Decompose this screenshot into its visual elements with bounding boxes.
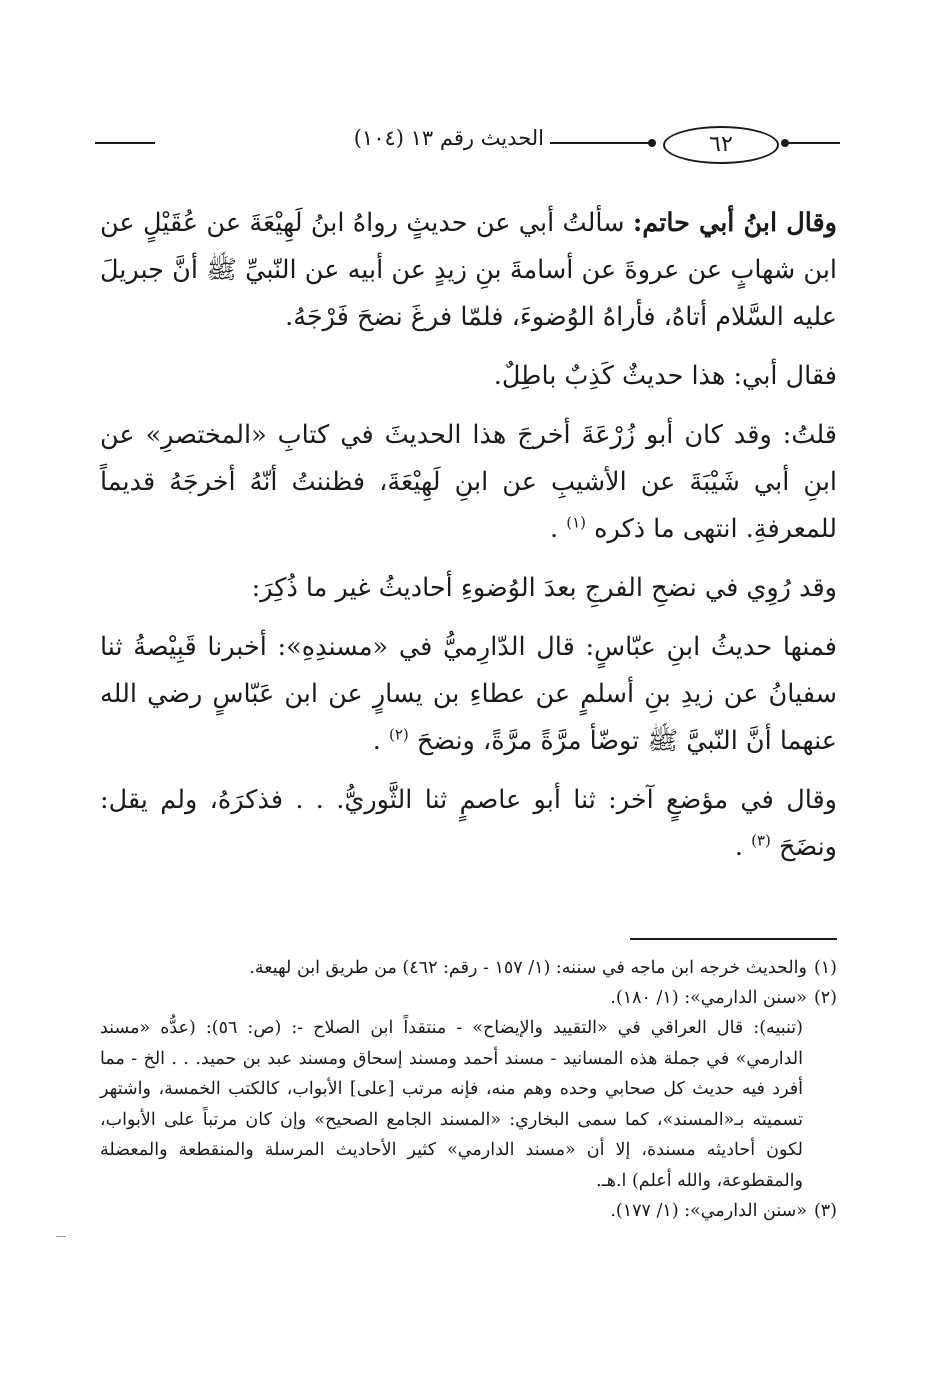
paragraph-1 (100, 200, 837, 341)
footnote-2-note: (تنبيه): قال العراقي في «التقييد والإيضاح» - منتقداً ابن الصلاح -: (ص: ٥٦): (عدُّه «مسند الدارمي» في جملة هذه المسانيد - مسند أحمد ومسند إسحاق ومسند عبد بن حميد. . . الخ - مما أفرد فيه حديث كل صحابي وحده وهم منه، فإنه مرتب [على] الأبواب، كالكتب الخمسة، واشتهر تسميته بـ«المسند»، كما سمى البخاري: «المسند الجامع الصحيح» وإن كان مرتباً على الأبواب، لكون أحاديثه مسندة، إلا أن «مسند الدارمي» كثير الأحاديث المرسلة والمنقطعة والمعضلة والمقطوعة، والله أعلم) ا.هـ. (100, 1018, 803, 1191)
main-text (100, 200, 837, 883)
paragraph-5-text: فمنها حديثُ ابنِ عبّاسٍ: قال الدّارِميُّ في «مسندِهِ»: أخبرنا قَبِيْصةُ ثنا سفيانُ عن زيدِ بنِ أسلمٍ عن عطاءِ بن يسارٍ عن ابن عَبّاسٍ رضي الله عنهما أنَّ النّبيَّ ﷺ توضّأ مرَّةً مرَّةً، ونضحَ (100, 632, 837, 756)
footnote-1-number: (١) (813, 958, 837, 978)
header-rule-right (789, 142, 840, 144)
paragraph-4: وقد رُوِي في نضحِ الفرجِ بعدَ الوُضوءِ أحاديثُ غير ما ذُكِرَ: (251, 573, 837, 603)
footnote-1 (100, 953, 837, 983)
footnote-2-text: «سنن الدارمي»: (١/ ١٨٠). (610, 988, 807, 1008)
header-dot-right (781, 139, 789, 147)
footnote-ref-2[interactable]: (٢) (388, 725, 409, 744)
paragraph-6 (100, 777, 837, 871)
footnote-2-number: (٢) (813, 988, 837, 1008)
footnote-2 (100, 983, 837, 1013)
paragraph-3-end: . (550, 514, 559, 544)
paragraph-1-text: سألتُ أبي عن حديثٍ رواهُ ابنُ لَهِيْعَةَ عن عُقَيْلٍ عن ابن شهابٍ عن عروةَ عن أسامةَ بنِ زيدٍ عن أبيه عن النّبيِّ ﷺ أنَّ جبريلَ عليه السَّلام أتاهُ، فأراهُ الوُضوءَ، فلمّا فرغَ نضحَ فَرْجَهُ. (100, 208, 837, 332)
footnote-1-text: والحديث خرجه ابن ماجه في سننه: (١/ ١٥٧ - رقم: ٤٦٢) من طريق ابن لهيعة. (249, 958, 807, 978)
footnote-3 (100, 1196, 837, 1226)
footnote-3-text: «سنن الدارمي»: (١/ ١٧٧). (610, 1201, 807, 1221)
margin-mark (56, 1236, 66, 1237)
paragraph-5 (100, 624, 837, 765)
footnotes (100, 953, 837, 1226)
page-number: ٦٢ (663, 126, 779, 164)
header-rule-left (95, 142, 155, 144)
paragraph-6-end: . (734, 832, 743, 862)
paragraph-5-end: . (372, 726, 381, 756)
footnote-3-number: (٣) (813, 1201, 837, 1221)
running-title: الحديث رقم ١٣ (١٠٤) (353, 126, 544, 150)
page-header (95, 118, 840, 168)
paragraph-6-text: وقال في مؤضعٍ آخر: ثنا أبو عاصمٍ ثنا الثَّوريُّ. . . فذكرَهُ، ولم يقل: ونضَحَ (100, 785, 837, 862)
header-dot-left (648, 139, 656, 147)
paragraph-3 (100, 412, 837, 553)
paragraph-2: فقال أبي: هذا حديثٌ كَذِبٌ باطِلٌ. (493, 361, 837, 391)
header-rule-middle (550, 142, 650, 144)
paragraph-3-text: قلتُ: وقد كان أبو زُرْعَةَ أخرجَ هذا الحديثَ في كتابِ «المختصرِ» عن ابنِ أبي شَيْبَةَ عن الأشيبِ عن ابنِ لَهِيْعَةَ، فظننتُ أنّهُ أخرجَهُ قديماً للمعرفةِ. انتهى ما ذكره (100, 420, 837, 544)
footnote-separator (630, 938, 837, 940)
footnote-ref-1[interactable]: (١) (566, 513, 587, 532)
footnote-ref-3[interactable]: (٣) (751, 831, 771, 850)
paragraph-1-lead: وقال ابنُ أبي حاتم: (632, 208, 837, 238)
